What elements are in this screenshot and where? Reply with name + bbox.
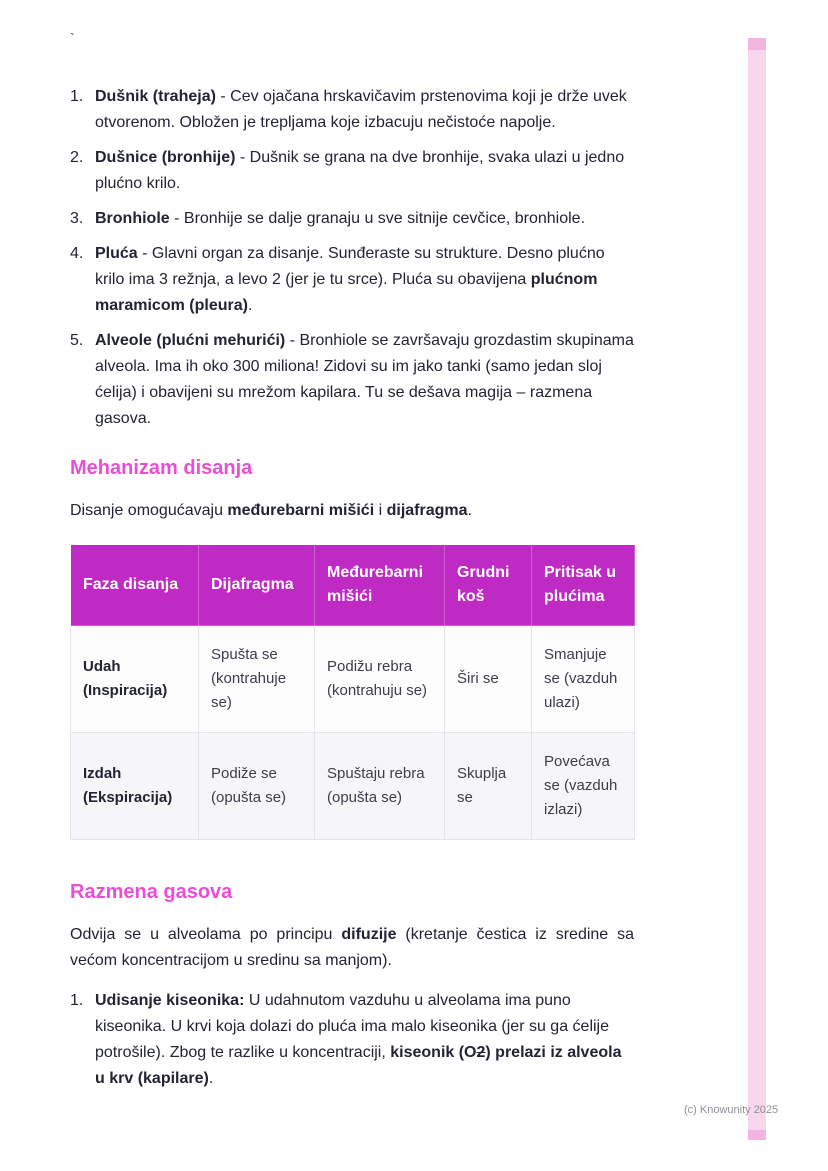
list-item-text: Alveole (plućni mehurići) - Bronhiole se završavaju grozdastim skupinama alveola. Ima ih oko 300 miliona! Zidovi su im jako tanki (samo jedan sloj ćelija) i obavijeni su mrežom kapilara. Tu se dešava magija – razmena gasova. <box>95 332 634 427</box>
cell-phase-izdah: Izdah (Ekspiracija) <box>71 733 199 840</box>
cell-udah-dijafragma: Spušta se (kontrahuje se) <box>199 626 315 733</box>
list-item-bronhiole <box>70 206 634 232</box>
table-row-udah <box>71 626 635 733</box>
cell-izdah-grudni-kos: Skuplja se <box>445 733 532 840</box>
breathing-phases-table <box>70 544 635 840</box>
header-cell-grudni-kos: Grudni koš <box>445 545 532 626</box>
section-heading-mechanism: Mehanizam disanja <box>70 457 253 479</box>
watermark: (c) Knowunity 2025 <box>684 1104 779 1116</box>
anatomy-list <box>70 84 634 432</box>
cell-udah-grudni-kos: Širi se <box>445 626 532 733</box>
cell-udah-misici: Podižu rebra (kontrahuju se) <box>315 626 445 733</box>
cell-izdah-dijafragma: Podiže se (opušta se) <box>199 733 315 840</box>
list-item-text: Pluća - Glavni organ za disanje. Sunđeraste su strukture. Desno plućno krilo ima 3 režnja, a levo 2 (jer je tu srce). Pluća su obavijena plućnom maramicom (pleura). <box>95 245 605 314</box>
list-marker: 1. <box>70 88 84 105</box>
list-item-pluca <box>70 241 634 319</box>
section-heading-gas-exchange: Razmena gasova <box>70 881 233 903</box>
list-marker: 2. <box>70 149 84 166</box>
header-cell-pritisak: Pritisak u plućima <box>532 545 635 626</box>
mechanism-intro: Disanje omogućavaju međurebarni mišići i dijafragma. <box>70 502 472 519</box>
list-item-text: Bronhiole - Bronhije se dalje granaju u sve sitnije cevčice, bronhiole. <box>95 210 586 227</box>
stray-backtick: ` <box>70 30 75 46</box>
header-cell-dijafragma: Dijafragma <box>199 545 315 626</box>
list-item-text: Dušnik (traheja) - Cev ojačana hrskavičavim prstenovima koji je drže uvek otvorenom. Obložen je trepljama koje izbacuju nečistoće napolje. <box>95 88 627 131</box>
list-marker: 1. <box>70 992 84 1009</box>
cell-phase-udah: Udah (Inspiracija) <box>71 626 199 733</box>
cell-izdah-pritisak: Povećava se (vazduh izlazi) <box>532 733 635 840</box>
gas-exchange-list <box>70 988 634 1092</box>
list-item-dusnice <box>70 145 634 197</box>
list-item-dusnik <box>70 84 634 136</box>
header-cell-medjurebarni-misici: Međurebarni mišići <box>315 545 445 626</box>
gas-exchange-intro: Odvija se u alveolama po principu difuzije (kretanje čestica iz sredine sa većom koncentracijom u sredinu sa manjom). <box>70 926 635 969</box>
document-content <box>70 84 634 1101</box>
list-item-alveole <box>70 328 634 432</box>
table-header-row <box>71 545 635 626</box>
list-item-text: Udisanje kiseonika: U udahnutom vazduhu u alveolama ima puno kiseonika. U krvi koja dolazi do pluća ima malo kiseonika (jer su ga ćelije potrošile). Zbog te razlike u koncentraciji, kiseonik (O2) prelazi iz alveola u krv (kapilare). <box>95 992 622 1087</box>
list-marker: 5. <box>70 332 84 349</box>
cell-izdah-misici: Spuštaju rebra (opušta se) <box>315 733 445 840</box>
cell-udah-pritisak: Smanjuje se (vazduh ulazi) <box>532 626 635 733</box>
list-item-udisanje-kiseonika <box>70 988 634 1092</box>
header-cell-faza-disanja: Faza disanja <box>71 545 199 626</box>
table-row-izdah <box>71 733 635 840</box>
page-edge-stripe <box>748 38 766 1140</box>
list-item-text: Dušnice (bronhije) - Dušnik se grana na dve bronhije, svaka ulazi u jedno plućno krilo. <box>95 149 625 192</box>
list-marker: 4. <box>70 245 84 262</box>
list-marker: 3. <box>70 210 84 227</box>
